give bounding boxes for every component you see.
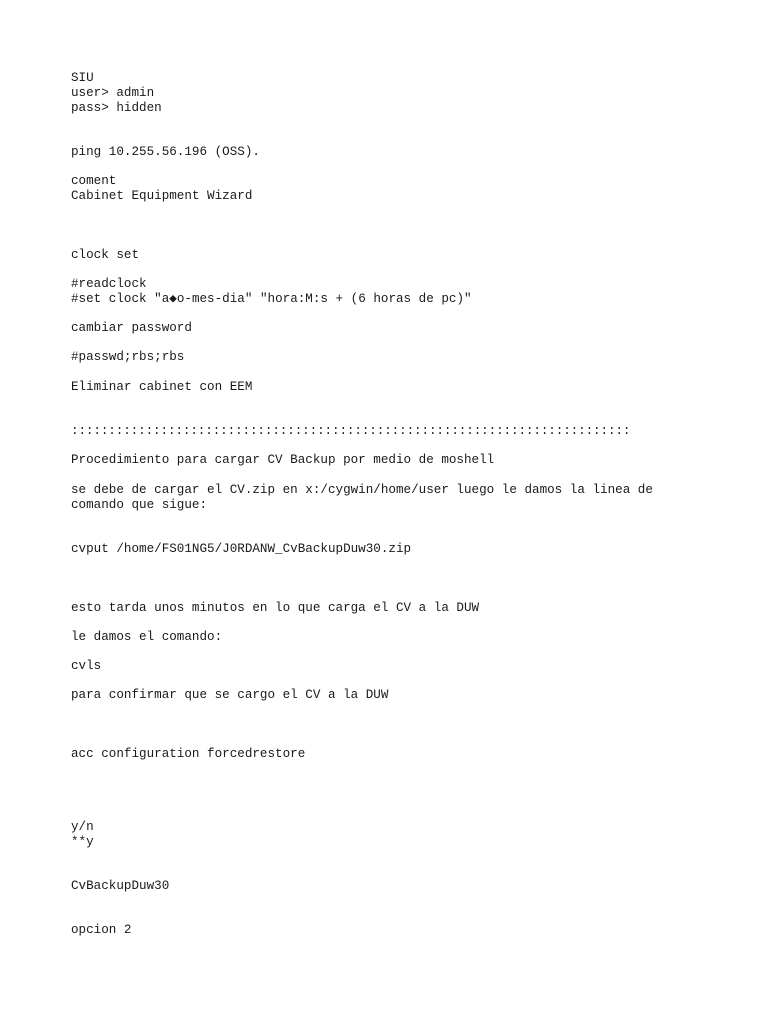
- passwd-command: #passwd;rbs;rbs: [71, 350, 185, 364]
- clock-heading: clock set: [71, 248, 140, 262]
- login-pass-line: pass> hidden: [71, 101, 162, 115]
- yn-prompt: y/n: [71, 820, 94, 834]
- instruction-line-2: comando que sigue:: [71, 498, 208, 512]
- command-intro: le damos el comando:: [71, 630, 223, 644]
- confirm-note: para confirmar que se cargo el CV a la DUW: [71, 688, 389, 702]
- login-system: SIU: [71, 71, 94, 85]
- setclock-command: #set clock "a◆o-mes-dia" "hora:M:s + (6 horas de pc)": [71, 292, 472, 306]
- eliminar-line: Eliminar cabinet con EEM: [71, 380, 253, 394]
- comment-label: coment: [71, 174, 117, 188]
- cvls-command: cvls: [71, 659, 102, 673]
- cvput-command: cvput /home/FS01NG5/J0RDANW_CvBackupDuw30.zip: [71, 542, 412, 556]
- acc-command: acc configuration forcedrestore: [71, 747, 306, 761]
- instruction-line-1: se debe de cargar el CV.zip en x:/cygwin/home/user luego le damos la linea de: [71, 483, 653, 497]
- wait-note: esto tarda unos minutos en lo que carga el CV a la DUW: [71, 601, 480, 615]
- yes-answer: **y: [71, 835, 94, 849]
- comment-text: Cabinet Equipment Wizard: [71, 189, 253, 203]
- password-heading: cambiar password: [71, 321, 192, 335]
- procedure-title: Procedimiento para cargar CV Backup por medio de moshell: [71, 453, 495, 467]
- option-line: opcion 2: [71, 923, 132, 937]
- ping-line: ping 10.255.56.196 (OSS).: [71, 145, 260, 159]
- login-user-line: user> admin: [71, 86, 155, 100]
- readclock-command: #readclock: [71, 277, 147, 291]
- separator-line: :::::::::::::::::::::::::::::::::::::::::::::::::::::::::::::::::::::::::::: [71, 424, 631, 438]
- backup-name: CvBackupDuw30: [71, 879, 170, 893]
